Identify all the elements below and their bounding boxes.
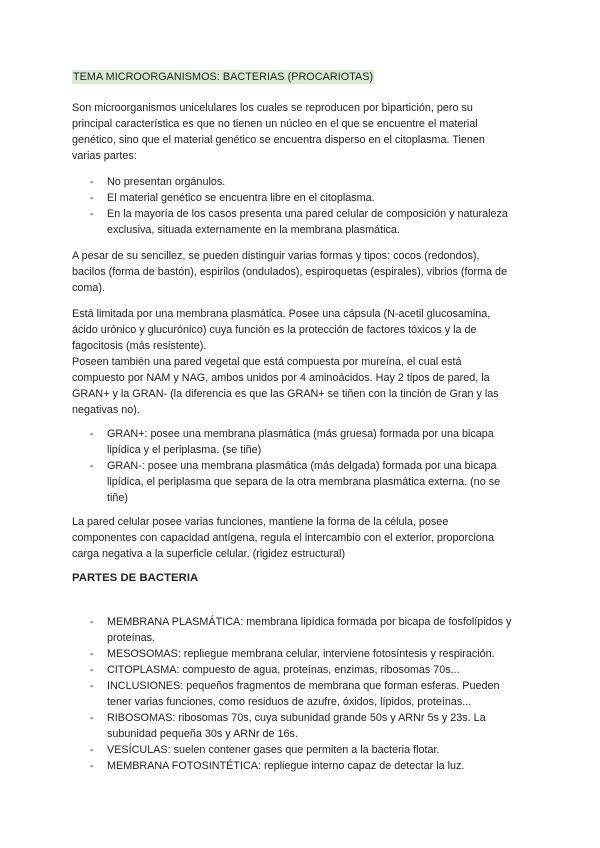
bacteria-parts-list [90,614,511,774]
text-line: negativas no). [72,404,140,416]
text-line: En la mayoría de los casos presenta una pared celular de composición y naturaleza [107,208,508,220]
list-dash: - [90,428,94,440]
text-line: carga negativa a la superficie celular. (rigidez estructural) [72,548,346,560]
list-dash: - [90,460,94,472]
document-title: TEMA MICROORGANISMOS: BACTERIAS (PROCARIOTAS) [73,71,374,83]
list-item [90,206,508,238]
text-line: lipídica, el periplasma que separa de la otra membrana plasmática externa. (no se [107,476,501,488]
text-line: GRAN-: posee una membrana plasmática (más delgada) formada por una bicapa [107,460,497,472]
wall-paragraph [72,514,532,562]
text-line: RIBOSOMAS: ribosomas 70s, cuya subunidad grande 50s y ARNr 5s y 23s. La [107,712,486,724]
text-line: GRAN+ y la GRAN- (la diferencia es que las GRAN+ se tiñen con la tinción de Gran y las [72,388,499,400]
text-line: exclusiva, situada externamente en la membrana plasmática. [107,224,400,236]
list-item [90,174,508,190]
intro-paragraph [72,100,532,164]
text-line: MEMBRANA PLASMÁTICA: membrana lipídica formada por bicapa de fosfolípidos y [107,616,512,628]
text-line: VESÍCULAS: suelen contener gases que permiten a la bacteria flotar. [107,744,440,756]
section-heading: PARTES DE BACTERIA [72,572,199,584]
list-item [90,190,508,206]
list-item [90,678,511,710]
text-line: genético, sino que el material genético se encuentra disperso en el citoplasma. Tienen [72,134,485,146]
text-line: MEMBRANA FOTOSINTÉTICA: repliegue interno capaz de detectar la luz. [107,760,465,772]
text-line: subunidad pequeña 30s y ARNr de 16s. [107,728,298,740]
membrane-paragraph [72,306,532,418]
list-item [90,742,511,758]
text-line: Está limitada por una membrana plasmática. Posee una cápsula (N-acetil glucosamina, [72,308,491,320]
text-line: INCLUSIONES: pequeños fragmentos de membrana que forman esferas. Pueden [107,680,500,692]
text-line: fagocitosis (más resistente). [72,340,207,352]
gram-list [90,426,500,506]
list-dash: - [90,744,94,756]
text-line: bacilos (forma de bastón), espirilos (ondulados), espiroquetas (espirales), vibrios (forma de [72,266,508,278]
text-line: componentes con capacidad antígena, regula el intercambio con el exterior, proporciona [72,532,494,544]
text-line: proteínas. [107,632,156,644]
text-line: lipídica y el periplasma. (se tiñe) [107,444,262,456]
text-line: GRAN+: posee una membrana plasmática (más gruesa) formada por una bicapa [107,428,494,440]
list-dash: - [90,664,94,676]
text-line: coma). [72,282,105,294]
text-line: No presentan orgánulos. [107,176,226,188]
list-dash: - [90,712,94,724]
text-line: principal característica es que no tienen un núcleo en el que se encuentre el material [72,118,478,130]
list-dash: - [90,648,94,660]
text-line: CITOPLASMA: compuesto de agua, proteínas, enzimas, ribosomas 70s... [107,664,460,676]
list-item [90,662,511,678]
list-dash: - [90,208,94,220]
text-line: tiñe) [107,492,129,504]
list-item [90,614,511,646]
list-item [90,646,511,662]
list-item [90,758,511,774]
text-line: A pesar de su sencillez, se pueden distinguir varias formas y tipos: cocos (redondos), [72,250,480,262]
list-dash: - [90,176,94,188]
text-line: Son microorganismos unicelulares los cuales se reproducen por bipartición, pero su [72,102,473,114]
characteristics-list [90,174,508,238]
text-line: MESOSOMAS: repliegue membrana celular, interviene fotosíntesis y respiración. [107,648,495,660]
forms-paragraph [72,248,532,296]
list-dash: - [90,760,94,772]
text-line: ácido urónico y glucurónico) cuya función es la protección de factores tóxicos y la de [72,324,477,336]
text-line: compuesto por NAM y NAG, ambos unidos por 4 aminoácidos. Hay 2 tipos de pared, la [72,372,490,384]
text-line: La pared celular posee varias funciones, mantiene la forma de la célula, posee [72,516,449,528]
list-dash: - [90,616,94,628]
list-item [90,426,500,458]
text-line: tener varias funciones, como residuos de azufre, óxidos, lípidos, proteínas... [107,696,472,708]
text-line: El material genético se encuentra libre en el citoplasma. [107,192,375,204]
list-item [90,710,511,742]
text-line: varias partes: [72,150,137,162]
text-line: Poseen también una pared vegetal que está compuesta por mureína, el cual está [72,356,462,368]
list-dash: - [90,192,94,204]
list-item [90,458,500,506]
list-dash: - [90,680,94,692]
